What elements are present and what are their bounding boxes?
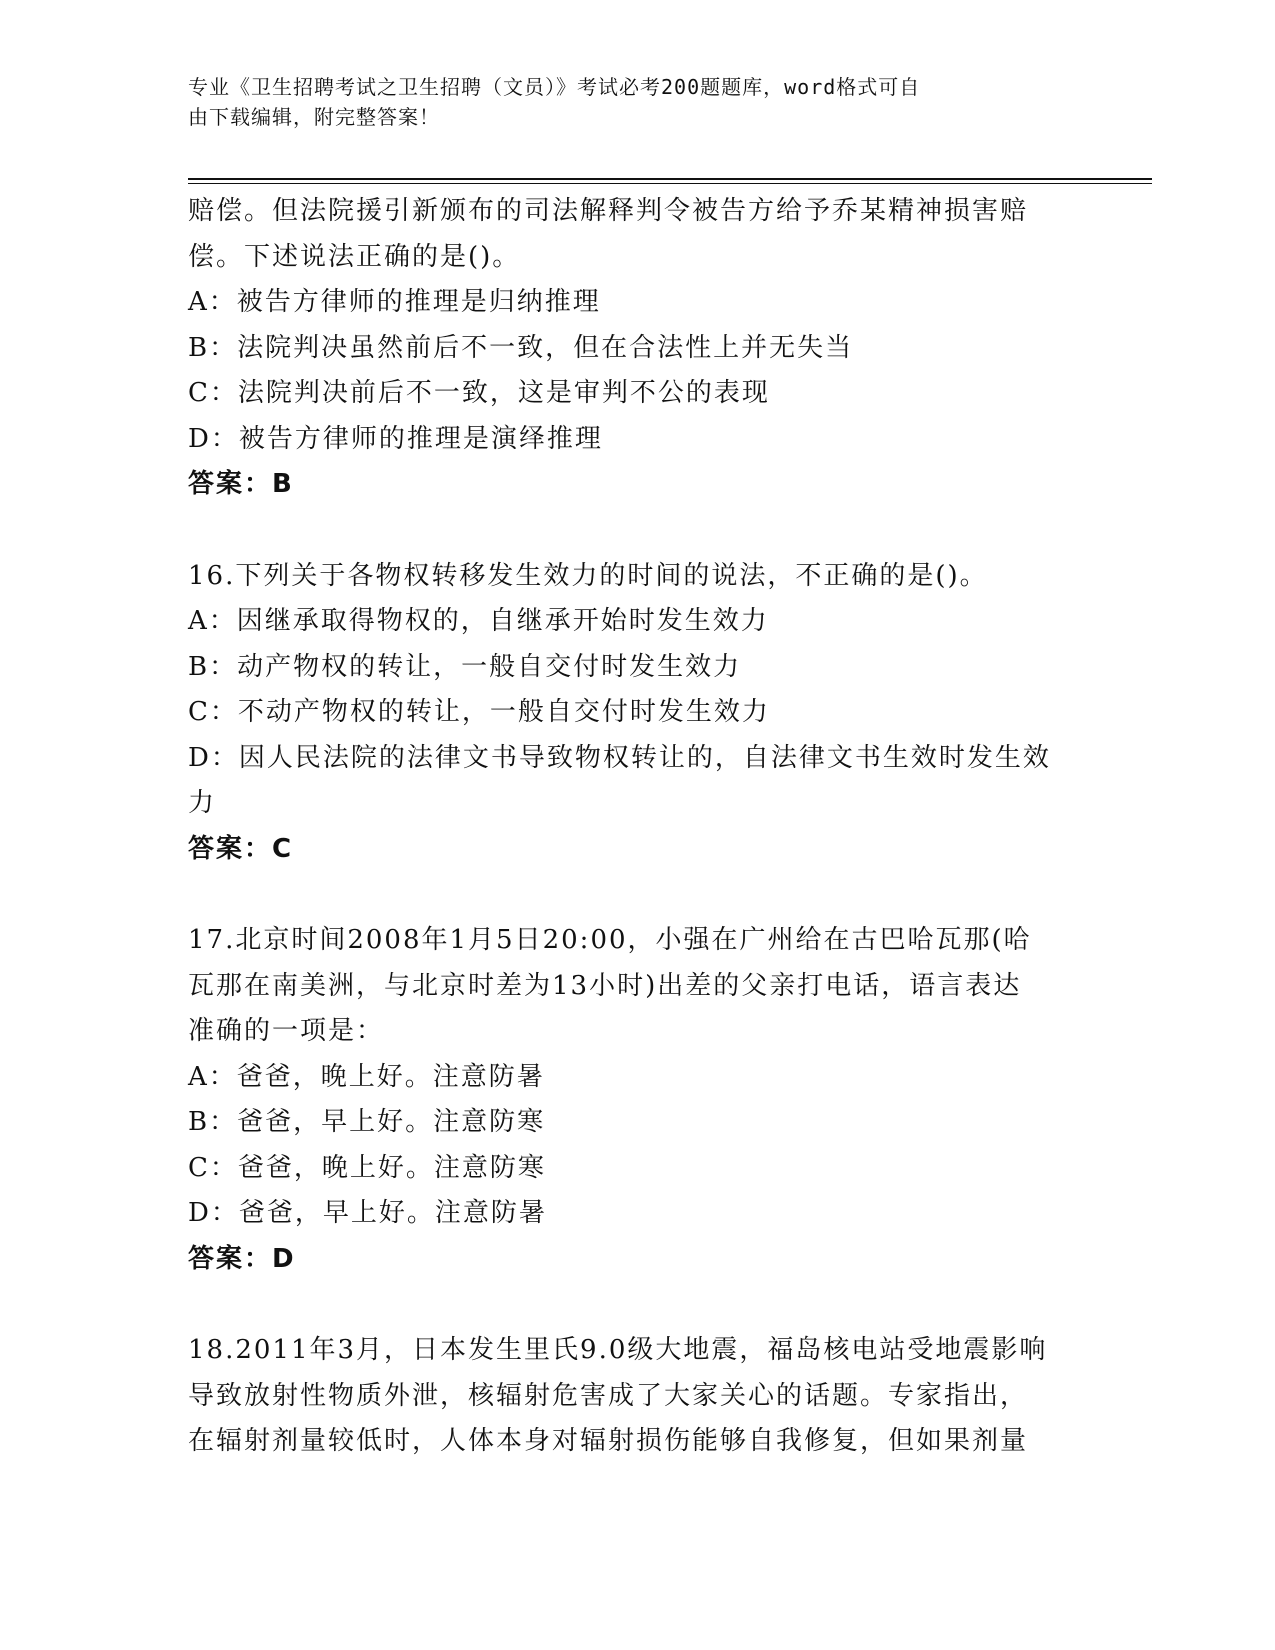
option-b: B：动产物权的转让，一般自交付时发生效力 [188, 651, 742, 682]
option-c: C：法院判决前后不一致，这是审判不公的表现 [188, 378, 770, 408]
question-stem-line: 18.2011年3月，日本发生里氏9.0级大地震，福岛核电站受地震影响 [188, 1335, 1048, 1365]
option-d: D：被告方律师的推理是演绎推理 [188, 423, 603, 454]
question-stem-line: 导致放射性物质外泄，核辐射危害成了大家关心的话题。专家指出， [188, 1380, 1029, 1411]
spacer [188, 1282, 1088, 1328]
option-a: A：因继承取得物权的，自继承开始时发生效力 [188, 606, 769, 636]
question-stem-line: 17.北京时间2008年1月5日20:00，小强在广州给在古巴哈瓦那(哈 [188, 925, 1032, 955]
question-stem-line: 偿。下述说法正确的是()。 [188, 241, 521, 272]
question-stem-line: 赔偿。但法院援引新颁布的司法解释判令被告方给予乔某精神损害赔 [188, 196, 1029, 226]
question-17 [188, 918, 1088, 1282]
option-c: C：爸爸，晚上好。注意防寒 [188, 1152, 546, 1183]
answer-line: 答案：D [188, 1243, 296, 1274]
header-line-2: 由下载编辑，附完整答案！ [188, 105, 440, 129]
option-d: D：因人民法院的法律文书导致物权转让的，自法律文书生效时发生效 [188, 742, 1051, 773]
option-b: B：爸爸，早上好。注意防寒 [188, 1107, 546, 1137]
option-b: B：法院判决虽然前后不一致，但在合法性上并无失当 [188, 332, 854, 363]
option-c: C：不动产物权的转让，一般自交付时发生效力 [188, 697, 770, 727]
answer-line: 答案：B [188, 469, 294, 499]
spacer [188, 508, 1088, 554]
header-rule-thick [188, 178, 1152, 180]
question-stem-line: 在辐射剂量较低时，人体本身对辐射损伤能够自我修复，但如果剂量 [188, 1426, 1029, 1456]
document-header [188, 72, 1068, 132]
spacer [188, 872, 1088, 918]
header-rule-thin [188, 183, 1152, 184]
question-stem-line: 16.下列关于各物权转移发生效力的时间的说法，不正确的是()。 [188, 560, 988, 591]
option-a: A：爸爸，晚上好。注意防暑 [188, 1061, 545, 1092]
option-d: D：爸爸，早上好。注意防暑 [188, 1198, 547, 1228]
question-15 [188, 189, 1088, 508]
question-stem-line: 准确的一项是： [188, 1016, 385, 1046]
answer-line: 答案：C [188, 833, 294, 864]
header-line-1: 专业《卫生招聘考试之卫生招聘（文员）》考试必考200题题库，word格式可自 [188, 75, 921, 99]
question-18 [188, 1328, 1088, 1465]
document-body [188, 189, 1088, 1465]
question-stem-line: 瓦那在南美洲，与北京时差为13小时)出差的父亲打电话，语言表达 [188, 970, 1022, 1001]
option-a: A：被告方律师的推理是归纳推理 [188, 287, 601, 317]
option-d-continued: 力 [188, 788, 217, 818]
question-16 [188, 554, 1088, 873]
